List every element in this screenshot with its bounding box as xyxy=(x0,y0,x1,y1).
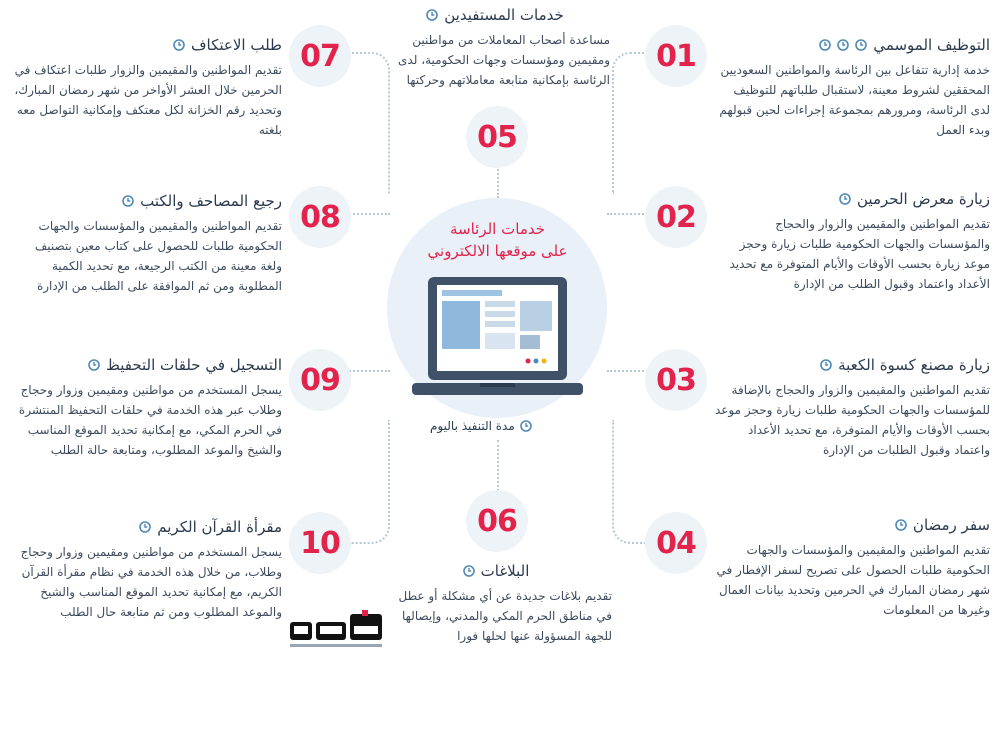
clock-icon xyxy=(520,420,532,432)
service-title: طلب الاعتكاف xyxy=(190,36,282,54)
service-02 xyxy=(714,190,990,294)
service-title: زيارة مصنع كسوة الكعبة xyxy=(838,356,990,374)
service-title: التوظيف الموسمي xyxy=(873,36,990,54)
service-07 xyxy=(10,36,282,140)
service-number-10: 10 xyxy=(289,512,351,574)
service-description: تقديم بلاغات جديدة عن أي مشكلة أو عطل في مناطق الحرم المكي والمدني، وإيصالها للجهة المسؤولة عنها لحلها فورا xyxy=(398,589,612,643)
clock-icon xyxy=(173,39,185,51)
service-title: مقرأة القرآن الكريم xyxy=(157,518,282,536)
execution-label: مدة التنفيذ باليوم xyxy=(430,419,515,433)
service-01 xyxy=(714,36,990,140)
service-number-05: 05 xyxy=(466,106,528,168)
clock-icon xyxy=(837,39,849,51)
service-title: سفر رمضان xyxy=(912,516,990,534)
service-10 xyxy=(10,518,282,622)
clock-icon xyxy=(820,359,832,371)
service-number-07: 07 xyxy=(289,25,351,87)
center-title xyxy=(400,218,595,262)
makkah-newspaper-logo xyxy=(286,608,386,654)
laptop-icon xyxy=(410,273,585,413)
service-title: زيارة معرض الحرمين xyxy=(857,190,990,208)
clock-icon xyxy=(122,195,134,207)
service-title: البلاغات xyxy=(480,562,530,580)
service-06 xyxy=(380,562,612,646)
service-number-03: 03 xyxy=(645,349,707,411)
center-title-line1: خدمات الرئاسة xyxy=(449,220,545,238)
service-number-02: 02 xyxy=(645,186,707,248)
clock-icon xyxy=(426,9,438,21)
service-description: يسجل المستخدم من مواطنين ومقيمين وزوار وحجاج وطلاب، من خلال هذه الخدمة في نظام مقرأة القرآن الكريم، مع إمكانية تحديد الموقع المناسب والشيخ والموعد المطلوب ومن ثم متابعة حال الطلب xyxy=(20,545,282,619)
service-number-08: 08 xyxy=(289,186,351,248)
service-description: خدمة إدارية تتفاعل بين الرئاسة والمواطنين السعوديين المحققين لشروط معينة، لاستقبال طلباتهم للتوظيف لدى الرئاسة، ومرورهم بمجموعة إجراءات لحين قبولهم وبدء العمل xyxy=(719,63,990,137)
service-description: مساعدة أصحاب المعاملات من مواطنين ومقيمين ومؤسسات وجهات الحكومية، لدى الرئاسة بإمكانية متابعة معاملاتهم وحركتها xyxy=(398,33,610,87)
service-number-04: 04 xyxy=(645,512,707,574)
service-title: التسجيل في حلقات التحفيظ xyxy=(105,356,282,374)
service-08 xyxy=(10,192,282,296)
execution-duration xyxy=(430,419,532,433)
service-number-06: 06 xyxy=(466,490,528,552)
clock-icon xyxy=(895,519,907,531)
service-description: تقديم المواطنين والمقيمين والمؤسسات والجهات الحكومية طلبات الحصول على تصريح لسفر الإفطار في شهر رمضان المبارك في الحرمين وتحديد بيانات العمال وغيرها من المعلومات xyxy=(716,543,990,617)
service-03 xyxy=(714,356,990,460)
service-05 xyxy=(380,6,610,90)
clock-icon xyxy=(819,39,831,51)
connector-bottom xyxy=(497,440,499,495)
service-04 xyxy=(714,516,990,620)
service-description: تقديم المواطنين والمقيمين والمؤسسات والجهات الحكومية طلبات للحصول على كتاب معين بتصنيف ولغة معينة من الكتب الرجيعة، مع تحديد الكمية المطلوبة ومن ثم الموافقة على الطلب من الإدارة xyxy=(34,219,282,293)
clock-icon xyxy=(88,359,100,371)
clock-icon xyxy=(839,193,851,205)
service-09 xyxy=(10,356,282,460)
service-title: رجيع المصاحف والكتب xyxy=(140,192,282,210)
service-description: تقديم المواطنين والمقيمين والزوار والحجاج والمؤسسات والجهات الحكومية طلبات زيارة وحجز موعد زيارة بحسب الأوقات والأيام المتوفرة مع تحديد الأعداد واعتماد وقبول الطلب من الإدارة xyxy=(729,217,990,291)
clock-icon xyxy=(463,565,475,577)
service-description: تقديم المواطنين والمقيمين والزوار طلبات اعتكاف في الحرمين خلال العشر الأواخر من شهر رمضان المبارك، وتحديد رقم الخزانة لكل معتكف وإمكانية التواصل معه بلغته xyxy=(14,63,282,137)
clock-icon xyxy=(855,39,867,51)
service-number-01: 01 xyxy=(645,25,707,87)
service-description: يسجل المستخدم من مواطنين ومقيمين وزوار وحجاج وطلاب عبر هذه الخدمة في حلقات التحفيظ المنتشرة في الحرم المكي، مع إمكانية تحديد الموقع المناسب والشيخ والموعد المطلوب، ومتابعة حالة الطلب xyxy=(18,383,282,457)
service-title: خدمات المستفيدين xyxy=(444,6,564,24)
service-number-09: 09 xyxy=(289,349,351,411)
clock-icon xyxy=(139,521,151,533)
service-description: تقديم المواطنين والمقيمين والزوار والحجاج بالإضافة للمؤسسات والجهات الحكومية طلبات زيارة وحجز موعد بحسب الأوقات والأيام المتوفرة، مع تحديد الأعداد واعتماد وقبول الطلبات من الإدارة xyxy=(714,383,990,457)
center-title-line2: على موقعها الالكتروني xyxy=(427,242,568,260)
